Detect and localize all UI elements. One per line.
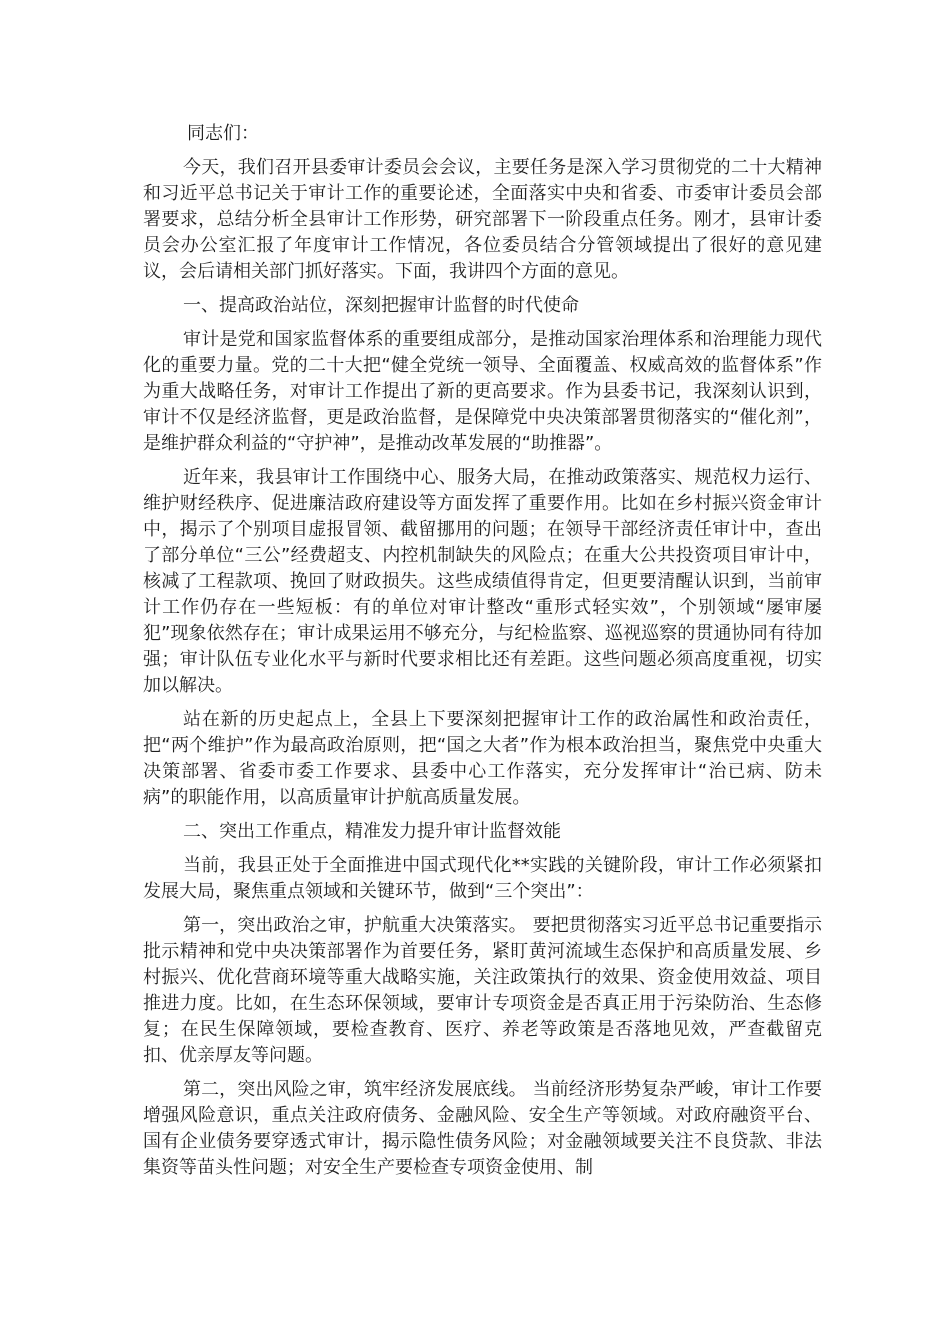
paragraph: 审计是党和国家监督体系的重要组成部分，是推动国家治理体系和治理能力现代化的重要力量。党的二十大把“健全党统一领导、全面覆盖、权威高效的监督体系”作为重大战略任务，对审计工作提出了新的更高要求。作为县委书记，我深刻认识到，审计不仅是经济监督，更是政治监督，是保障党中央决策部署贯彻落实的“催化剂”，是维护群众利益的“守护神”，是推动改革发展的“助推器”。: [143, 329, 822, 454]
salutation: 同志们：: [187, 123, 259, 144]
section-heading-2: 二、突出工作重点，精准发力提升审计监督效能: [183, 821, 561, 842]
paragraph: 第一，突出政治之审，护航重大决策落实。 要把贯彻落实习近平总书记重要指示批示精神和党中央决策部署作为首要任务，紧盯黄河流域生态保护和高质量发展、乡村振兴、优化营商环境等重大战略实施，关注政策执行的效果、资金使用效益、项目推进力度。比如，在生态环保领域，要审计专项资金是否真正用于污染防治、生态修复；在民生保障领域，要检查教育、医疗、养老等政策是否落地见效，严查截留克扣、优亲厚友等问题。: [143, 915, 822, 1066]
section-heading-1: 一、提高政治站位，深刻把握审计监督的时代使命: [183, 295, 579, 316]
paragraph: 近年来，我县审计工作围绕中心、服务大局，在推动政策落实、规范权力运行、维护财经秩序、促进廉洁政府建设等方面发挥了重要作用。比如在乡村振兴资金审计中，揭示了个别项目虚报冒领、截留挪用的问题；在领导干部经济责任审计中，查出了部分单位“三公”经费超支、内控机制缺失的风险点；在重大公共投资项目审计中，核减了工程款项、挽回了财政损失。这些成绩值得肯定，但更要清醒认识到，当前审计工作仍存在一些短板：有的单位对审计整改“重形式轻实效”，个别领域“屡审屡犯”现象依然存在；审计成果运用不够充分，与纪检监察、巡视巡察的贯通协同有待加强；审计队伍专业化水平与新时代要求相比还有差距。这些问题必须高度重视，切实加以解决。: [143, 467, 822, 696]
paragraph: 当前，我县正处于全面推进中国式现代化**实践的关键阶段，审计工作必须紧扣发展大局，聚焦重点领域和关键环节，做到“三个突出”：: [143, 855, 822, 902]
paragraph: 第二，突出风险之审，筑牢经济发展底线。 当前经济形势复杂严峻，审计工作要增强风险意识，重点关注政府债务、金融风险、安全生产等领域。对政府融资平台、国有企业债务要穿透式审计，揭示隐性债务风险；对金融领域要关注不良贷款、非法集资等苗头性问题；对安全生产要检查专项资金使用、制: [143, 1079, 822, 1178]
paragraph: 站在新的历史起点上，全县上下要深刻把握审计工作的政治属性和政治责任，把“两个维护”作为最高政治原则，把“国之大者”作为根本政治担当，聚焦党中央重大决策部署、省委市委工作要求、县委中心工作落实，充分发挥审计“治已病、防未病”的职能作用，以高质量审计护航高质量发展。: [143, 709, 822, 808]
paragraph-intro: 今天，我们召开县委审计委员会会议，主要任务是深入学习贯彻党的二十大精神和习近平总书记关于审计工作的重要论述，全面落实中央和省委、市委审计委员会部署要求，总结分析全县审计工作形势，研究部署下一阶段重点任务。刚才，县审计委员会办公室汇报了年度审计工作情况，各位委员结合分管领域提出了很好的意见建议，会后请相关部门抓好落实。下面，我讲四个方面的意见。: [143, 157, 822, 282]
